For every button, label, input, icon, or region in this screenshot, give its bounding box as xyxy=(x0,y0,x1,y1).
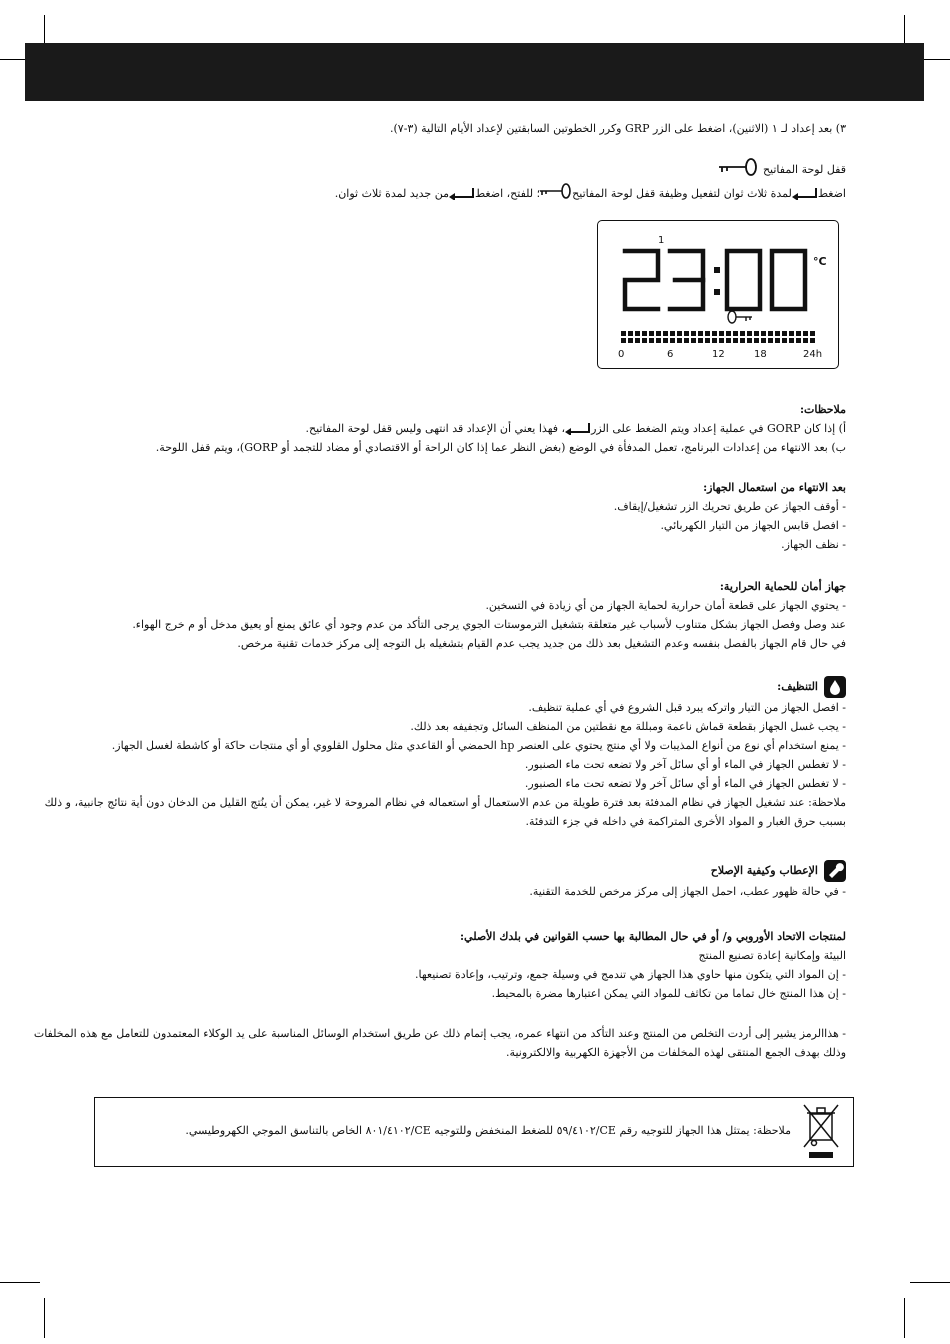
lcd-hour-segment xyxy=(670,331,675,344)
lcd-hour-segment xyxy=(775,331,780,344)
lcd-segment-cell xyxy=(649,338,654,343)
lcd-hour-segment xyxy=(698,331,703,344)
eu-title: لمنتجات الاتحاد الأوروبي و/ أو في حال المطالبة بها حسب القوانين في بلدك الأصلي: xyxy=(459,930,846,943)
lcd-segment-cell xyxy=(670,331,675,336)
list-item: - في حالة ظهور عطب، احمل الجهاز إلى مركز مرخص للخدمة التقنية. xyxy=(529,885,846,898)
lcd-segment-cell xyxy=(677,331,682,336)
lcd-segment-cell xyxy=(796,338,801,343)
compliance-note: ملاحظة: يمتثل هذا الجهاز للتوجيه رقم CE/٥٩/٤١٠٢ للضغط المنخفض وللتوجيه CE/٨٠١/٤١٠٢ الخاص بالتناسق الموجي الكهروطيسي. xyxy=(185,1124,791,1137)
lcd-unit: °C xyxy=(813,255,827,268)
lcd-segment-cell xyxy=(782,331,787,336)
lcd-segment-cell xyxy=(628,338,633,343)
lcd-hour-segment xyxy=(740,331,745,344)
lcd-hour-segment xyxy=(719,331,724,344)
keypad-lock-instructions xyxy=(86,183,846,205)
eu-section xyxy=(86,927,846,1003)
lcd-hour-segment xyxy=(705,331,710,344)
lcd-segment-cell xyxy=(691,338,696,343)
lcd-segment-cell xyxy=(691,331,696,336)
lcd-hour-segment xyxy=(782,331,787,344)
list-item: عند وصل وفصل الجهاز بشكل متناوب لأسباب غير متعلقة بتشغيل الترموستات الجوي يرجى التأكد من عدم وجود أي عائق يمنع أو يعيق مدخل أو م خرج الهواء. xyxy=(132,618,846,631)
list-item: - يحتوي الجهاز على قطعة أمان حرارية لحماية الجهاز من أي زيادة في التسخين. xyxy=(485,599,846,612)
weee-bin-icon xyxy=(801,1102,841,1162)
note-b: ب) بعد الانتهاء من إعدادات البرنامج، تعمل المدفأة في الوضع (بغض النظر عما إذا كان الراحة أو الاقتصادي أو مضاد للتجمد أو GORP)، ويتم قفل اللوحة. xyxy=(155,441,846,454)
enter-icon xyxy=(565,423,591,435)
lcd-segment-cell xyxy=(810,338,815,343)
lcd-segment-cell xyxy=(663,338,668,343)
list-item: - يجب غسل الجهاز بقطعة قماش ناعمة ومبللة مع نقطتين من المنظف السائل وتجفيفه بعد ذلك. xyxy=(410,720,846,733)
lcd-hour-segment xyxy=(649,331,654,344)
thermal-title: جهاز أمان للحماية الحرارية: xyxy=(719,580,846,593)
crop-mark xyxy=(0,1282,40,1283)
faults-heading xyxy=(86,860,846,882)
instr-again: من جديد لمدة ثلاث ثوان. xyxy=(334,187,449,200)
faults-section xyxy=(86,860,846,901)
lcd-tick: 18 xyxy=(754,349,767,360)
lcd-hour-segment xyxy=(642,331,647,344)
lcd-hour-segment xyxy=(768,331,773,344)
list-item: - افصل قابس الجهاز من التيار الكهربائي. xyxy=(660,519,846,532)
notes-section xyxy=(86,400,846,457)
after-use-section xyxy=(86,478,846,554)
lcd-tick: 12 xyxy=(712,349,725,360)
lcd-segment-cell xyxy=(705,338,710,343)
lcd-segment-cell xyxy=(761,331,766,336)
list-item: - إن هذا المنتج خال تماما من تكاثف للمواد التي يمكن اعتبارها مضرة بالمحيط. xyxy=(491,987,846,1000)
lcd-segment-cell xyxy=(768,338,773,343)
lcd-segment-cell xyxy=(642,331,647,336)
disposal-line: وذلك بهدف الجمع المنتقى لهذه المخلفات من الأجهزة الكهربية والالكترونية. xyxy=(506,1046,846,1059)
lcd-hour-segment xyxy=(726,331,731,344)
lcd-segment-cell xyxy=(782,338,787,343)
lcd-segment-cell xyxy=(635,331,640,336)
lcd-segment-cell xyxy=(803,331,808,336)
lcd-segment-cell xyxy=(733,338,738,343)
list-item: ملاحظة: عند تشغيل الجهاز في نظام المدفئة بعد فترة طويلة من عدم الاستعمال أو استعماله في نظام المروحة لا غير، يمكن أن ينُتج القليل من الدخان دون أية نتائج جانبية، و ذلك xyxy=(44,796,846,809)
note-a-part1: أ) إذا كان GORP في عملية إعداد ويتم الضغط على الزر xyxy=(591,422,846,435)
wrench-icon xyxy=(824,860,846,882)
list-item: - لا تغطس الجهاز في الماء أو أي سائل آخر ولا تضعه تحت ماء الصنبور. xyxy=(524,758,846,771)
lcd-hour-segment xyxy=(628,331,633,344)
list-item: - نظف الجهاز. xyxy=(781,538,846,551)
lcd-segment-cell xyxy=(775,338,780,343)
lcd-segment-cell xyxy=(768,331,773,336)
lcd-segment-cell xyxy=(810,331,815,336)
cleaning-title: التنظيف: xyxy=(777,680,818,693)
enter-icon xyxy=(449,188,475,200)
lcd-segment-cell xyxy=(726,338,731,343)
enter-icon xyxy=(792,188,818,200)
lcd-segment-cell xyxy=(719,331,724,336)
lcd-hour-segment xyxy=(747,331,752,344)
lcd-time xyxy=(620,247,820,319)
lcd-hour-segment xyxy=(789,331,794,344)
lcd-segment-cell xyxy=(684,331,689,336)
list-item: - لا تغطس الجهاز في الماء أو أي سائل آخر ولا تضعه تحت ماء الصنبور. xyxy=(524,777,846,790)
after-use-title: بعد الانتهاء من استعمال الجهاز: xyxy=(703,481,846,494)
lcd-segment-cell xyxy=(628,331,633,336)
lcd-segment-cell xyxy=(621,331,626,336)
lcd-day: 1 xyxy=(658,235,665,246)
list-item: - أوقف الجهاز عن طريق تحريك الزر تشغيل/إيقاف. xyxy=(613,500,846,513)
crop-mark xyxy=(910,1282,950,1283)
lcd-segment-cell xyxy=(747,331,752,336)
lcd-segment-cell xyxy=(789,331,794,336)
lcd-tick: 0 xyxy=(618,349,625,360)
eu-subtitle: البيئة وإمكانية إعادة تصنيع المنتج xyxy=(698,949,846,962)
lcd-hour-segment xyxy=(635,331,640,344)
disposal-line: - هذاالرمز يشير إلى أردت التخلص من المنتج وعند التأكد من انتهاء عمره، يجب إتمام ذلك عن طريق استخدام الوسائل المناسبة على يد الوكلاء المعتمدون للتعامل مع هذه المخلفات xyxy=(33,1027,846,1040)
lcd-hour-segment xyxy=(803,331,808,344)
lcd-segment-cell xyxy=(740,338,745,343)
list-item: - يمنع استخدام أي نوع من أنواع المذيبات ولا أي منتج يحتوي على العنصر hp الحمضي أو القاعدي مثل محلول القلووي أو أي منتجات حاكة أو كاشطة لغسل الجهاز. xyxy=(111,739,846,752)
lcd-segment-cell xyxy=(740,331,745,336)
lcd-segment-cell xyxy=(747,338,752,343)
lcd-program-bars xyxy=(621,331,815,344)
lcd-segment-cell xyxy=(649,331,654,336)
notes-title: ملاحظات: xyxy=(799,403,846,416)
key-icon xyxy=(540,183,572,205)
lcd-segment-cell xyxy=(635,338,640,343)
lcd-hour-segment xyxy=(761,331,766,344)
lcd-segment-cell xyxy=(726,331,731,336)
lcd-hour-segment xyxy=(810,331,815,344)
lcd-display xyxy=(597,220,839,369)
lcd-segment-cell xyxy=(803,338,808,343)
lcd-hour-segment xyxy=(754,331,759,344)
disposal-section xyxy=(33,1024,846,1062)
lcd-hour-segment xyxy=(677,331,682,344)
lcd-segment-cell xyxy=(656,331,661,336)
lcd-segment-cell xyxy=(656,338,661,343)
lcd-segment-cell xyxy=(754,338,759,343)
list-item: في حال قام الجهاز بالفصل بنفسه وعدم التشغيل بعد ذلك من جديد يجب عدم القيام بتشغيله بل التوجه إلى مركز خدمات تقنية مرخص. xyxy=(237,637,846,650)
keypad-lock-title xyxy=(86,158,846,182)
lcd-segment-cell xyxy=(684,338,689,343)
lcd-segment-cell xyxy=(754,331,759,336)
lcd-segment-cell xyxy=(705,331,710,336)
lcd-segment-cell xyxy=(789,338,794,343)
keypad-lock-label: قفل لوحة المفاتيح xyxy=(762,163,846,176)
crop-mark xyxy=(44,1298,45,1338)
thermal-section xyxy=(86,577,846,653)
lcd-hour-segment xyxy=(691,331,696,344)
note-a-part2: ، فهذا يعني أن الإعداد قد انتهى وليس قفل لوحة المفاتيح. xyxy=(305,422,566,435)
lcd-tick: 24h xyxy=(803,349,823,360)
intro-step: ٣) بعد إعداد لـ ١ (الاثنين)، اضغط على الزر GRP وكرر الخطوتين السابقتين لإعداد الأيام التالية (٣-٧). xyxy=(389,122,846,135)
key-icon xyxy=(719,158,759,182)
lcd-segment-cell xyxy=(642,338,647,343)
lcd-segment-cell xyxy=(670,338,675,343)
lcd-hour-segment xyxy=(712,331,717,344)
lcd-hour-segment xyxy=(684,331,689,344)
lcd-segment-cell xyxy=(698,331,703,336)
water-drop-icon xyxy=(824,676,846,698)
list-item: - إن المواد التي يتكون منها حاوي هذا الجهاز هي تندمج في وسيلة جمع، وترتيب، وإعادة تصنيعها. xyxy=(415,968,846,981)
list-item: بسبب حرق الغبار و المواد الأخرى المتراكمة في داخله في جزء التدفئة. xyxy=(525,815,846,828)
lcd-segment-cell xyxy=(719,338,724,343)
instr-to-unlock: ؛ للفتح، اضغط xyxy=(474,187,541,200)
compliance-box xyxy=(94,1097,854,1167)
lcd-hour-segment xyxy=(656,331,661,344)
instr-press: اضغط xyxy=(817,187,846,200)
lcd-segment-cell xyxy=(698,338,703,343)
lcd-segment-cell xyxy=(712,331,717,336)
header-bar xyxy=(25,43,924,101)
crop-mark xyxy=(904,1298,905,1338)
lcd-hour-segment xyxy=(663,331,668,344)
cleaning-section xyxy=(44,676,846,831)
lcd-tick: 6 xyxy=(667,349,674,360)
lcd-segment-cell xyxy=(677,338,682,343)
lcd-key-icon xyxy=(727,310,753,324)
lcd-hour-segment xyxy=(796,331,801,344)
lcd-segment-cell xyxy=(733,331,738,336)
lcd-segment-cell xyxy=(775,331,780,336)
faults-title: الإعطاب وكيفية الإصلاح xyxy=(710,864,818,877)
lcd-segment-cell xyxy=(761,338,766,343)
lcd-segment-cell xyxy=(621,338,626,343)
lcd-segment-cell xyxy=(796,331,801,336)
note-a xyxy=(86,419,846,438)
cleaning-heading xyxy=(86,676,846,698)
lcd-segment-cell xyxy=(663,331,668,336)
lcd-hour-segment xyxy=(733,331,738,344)
list-item: - افصل الجهاز من التيار واتركه يبرد قبل الشروع في أي عملية تنظيف. xyxy=(528,701,846,714)
lcd-hour-segment xyxy=(621,331,626,344)
lcd-segment-cell xyxy=(712,338,717,343)
instr-three-sec: لمدة ثلاث ثوان لتفعيل وظيفة قفل لوحة المفاتيح xyxy=(572,187,792,200)
